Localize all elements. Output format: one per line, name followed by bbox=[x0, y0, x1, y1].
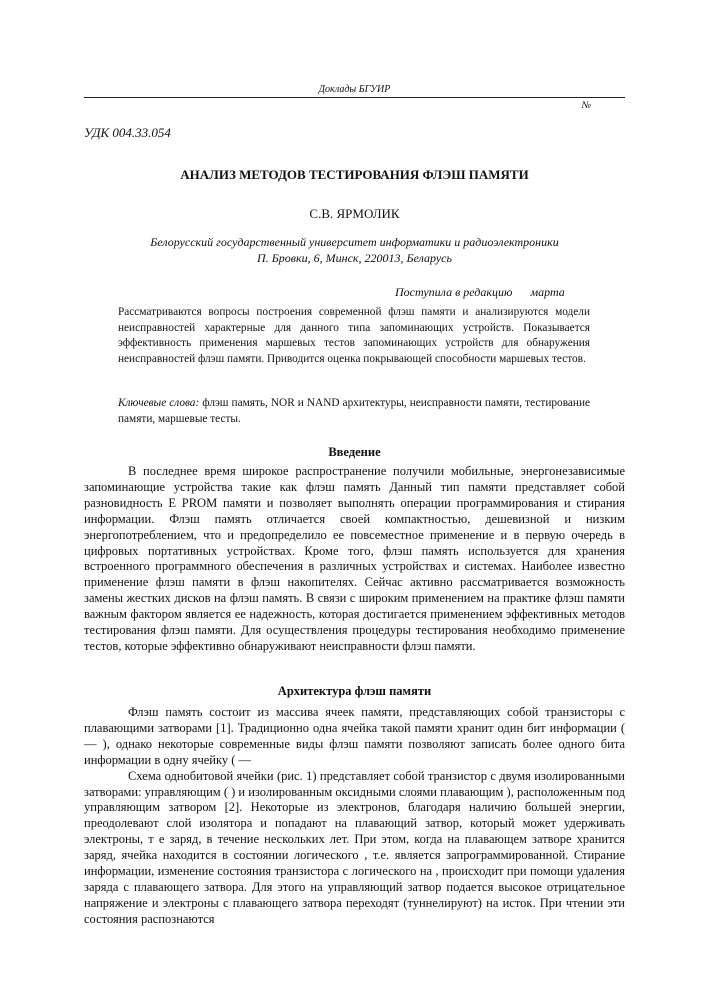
affiliation-line-2: П. Бровки, 6, Минск, 220013, Беларусь bbox=[257, 251, 452, 265]
running-header: Доклады БГУИР bbox=[318, 84, 391, 95]
keywords-label: Ключевые слова: bbox=[118, 397, 200, 409]
section-heading-introduction: Введение bbox=[328, 445, 381, 459]
section-body-introduction bbox=[84, 464, 625, 655]
author: С.В. ЯРМОЛИК bbox=[309, 206, 400, 221]
affiliation-line-1: Белорусский государственный университет информатики и радиоэлектроники bbox=[150, 235, 559, 249]
section-heading-architecture: Архитектура флэш памяти bbox=[277, 684, 432, 698]
keywords bbox=[118, 396, 590, 427]
paper-title: АНАЛИЗ МЕТОДОВ ТЕСТИРОВАНИЯ ФЛЭШ ПАМЯТИ bbox=[180, 167, 529, 182]
paragraph: Флэш память состоит из массива ячеек памяти, представляющих собой транзисторы с плавающими затворами [1]. Традиционно одна ячейка такой памяти хранит один бит информации ( — ), однако некоторые современные виды флэш памяти позволяют записать более одного бита информации в одну ячейку ( — bbox=[84, 705, 625, 767]
received-date: Поступила в редакцию марта bbox=[395, 285, 565, 299]
issue-number: № bbox=[581, 100, 591, 111]
header-divider bbox=[84, 97, 625, 98]
udk-code: УДК 004.33.054 bbox=[84, 125, 171, 140]
paragraph: Схема однобитовой ячейки (рис. 1) представляет собой транзистор с двумя изолированными затворами: управляющим ( ) и изолированным оксидными слоями плавающим ), расположенным под управляющим затвором [2]. Некоторые из электронов, благодаря наличию большей энергии, преодолевают слой изолятора и попадают на плавающий затвор, который может удерживать электроны, т е заряд, в течение нескольких лет. При этом, когда на плавающем затворе хранится заряд, ячейка находится в состоянии логического , т.е. является запрограммированной. Стирание информации, изменение состояния транзистора с логического на , происходит при помощи удаления заряда с плавающего затвора. Для этого на управляющий затвор подается высокое отрицательное напряжение и электроны с плавающего затвора переходят (туннелируют) на исток. При чтении эти состояния распознаются bbox=[84, 768, 626, 926]
section-body-architecture bbox=[84, 705, 625, 928]
paragraph: В последнее время широкое распространение получили мобильные, энергонезависимые запоминающие устройства такие как флэш память Данный тип памяти представляет собой разновидность E PROM памяти и позволяет выполнять операции программирования и стирания информации. Флэш память отличается своей компактностью, дешевизной и низким энергопотреблением, что и предопределило ее повсеместное применение и в первую очередь в цифровых портативных устройствах. Кроме того, флэш память используется для хранения встроенного программного обеспечения в различных устройствах и системах. Наиболее известно применение флэш памяти в флэш накопителях. Сейчас активно рассматривается возможность замены жестких дисков на флэш память. В связи с широким применением на практике флэш памяти важным фактором является ее надежность, которая достигается применением эффективных методов тестирования флэш памяти. Для осуществления процедуры тестирования необходимо применение тестов, которые эффективно обнаруживают неисправности флэш памяти. bbox=[84, 464, 625, 653]
abstract: Рассматриваются вопросы построения современной флэш памяти и анализируются модели неисправностей характерные для данного типа запоминающих устройств. Показывается эффективность применения маршевых тестов запоминающих устройств для обнаружения неисправностей флэш памяти. Приводится оценка покрывающей способности маршевых тестов. bbox=[118, 306, 590, 365]
keywords-text: флэш память, NOR и NAND архитектуры, неисправности памяти, тестирование памяти, маршевые тесты. bbox=[118, 397, 590, 425]
